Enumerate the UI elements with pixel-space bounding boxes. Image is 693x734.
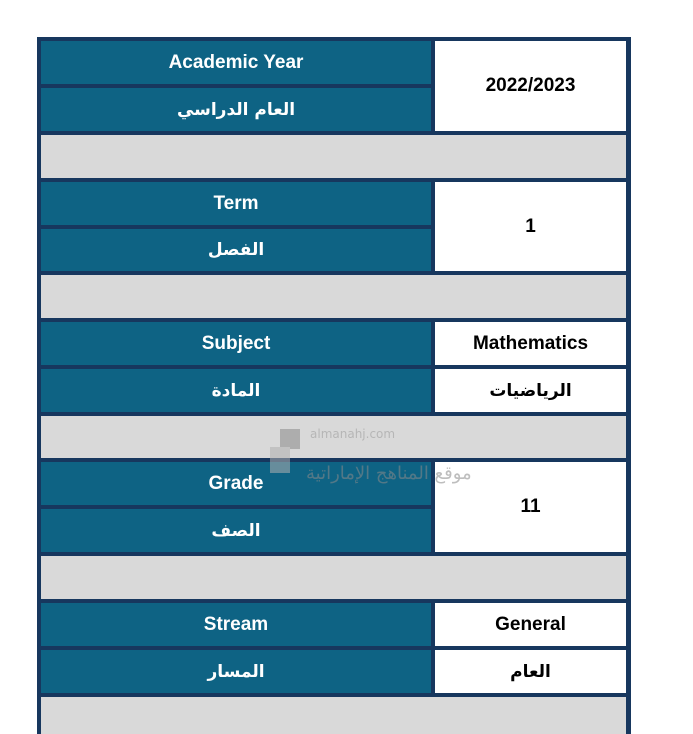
subject-label-en: Subject bbox=[41, 322, 431, 365]
grade-value: 11 bbox=[435, 462, 626, 552]
subject-label-ar: المادة bbox=[41, 369, 431, 412]
term-label-ar: الفصل bbox=[41, 229, 431, 271]
stream-value-en: General bbox=[435, 603, 626, 646]
academic-year-value: 2022/2023 bbox=[435, 41, 626, 131]
stream-label-ar: المسار bbox=[41, 650, 431, 693]
subject-value-en: Mathematics bbox=[435, 322, 626, 365]
grade-label-ar: الصف bbox=[41, 509, 431, 552]
watermark-site: almanahj.com bbox=[310, 427, 396, 441]
spacer-row bbox=[41, 556, 626, 599]
subject-value-ar: الرياضيات bbox=[435, 369, 626, 412]
term-value: 1 bbox=[435, 182, 626, 271]
spacer-row bbox=[41, 697, 626, 734]
spacer-row bbox=[41, 275, 626, 318]
grade-label-en: Grade bbox=[41, 462, 431, 505]
stream-label-en: Stream bbox=[41, 603, 431, 646]
term-label-en: Term bbox=[41, 182, 431, 225]
academic-year-label-en: Academic Year bbox=[41, 41, 431, 84]
info-table bbox=[37, 37, 631, 734]
watermark-text: موقع المناهج الإماراتية bbox=[306, 463, 472, 484]
spacer-row bbox=[41, 416, 626, 458]
stream-value-ar: العام bbox=[435, 650, 626, 693]
academic-year-label-ar: العام الدراسي bbox=[41, 88, 431, 131]
spacer-row bbox=[41, 135, 626, 178]
